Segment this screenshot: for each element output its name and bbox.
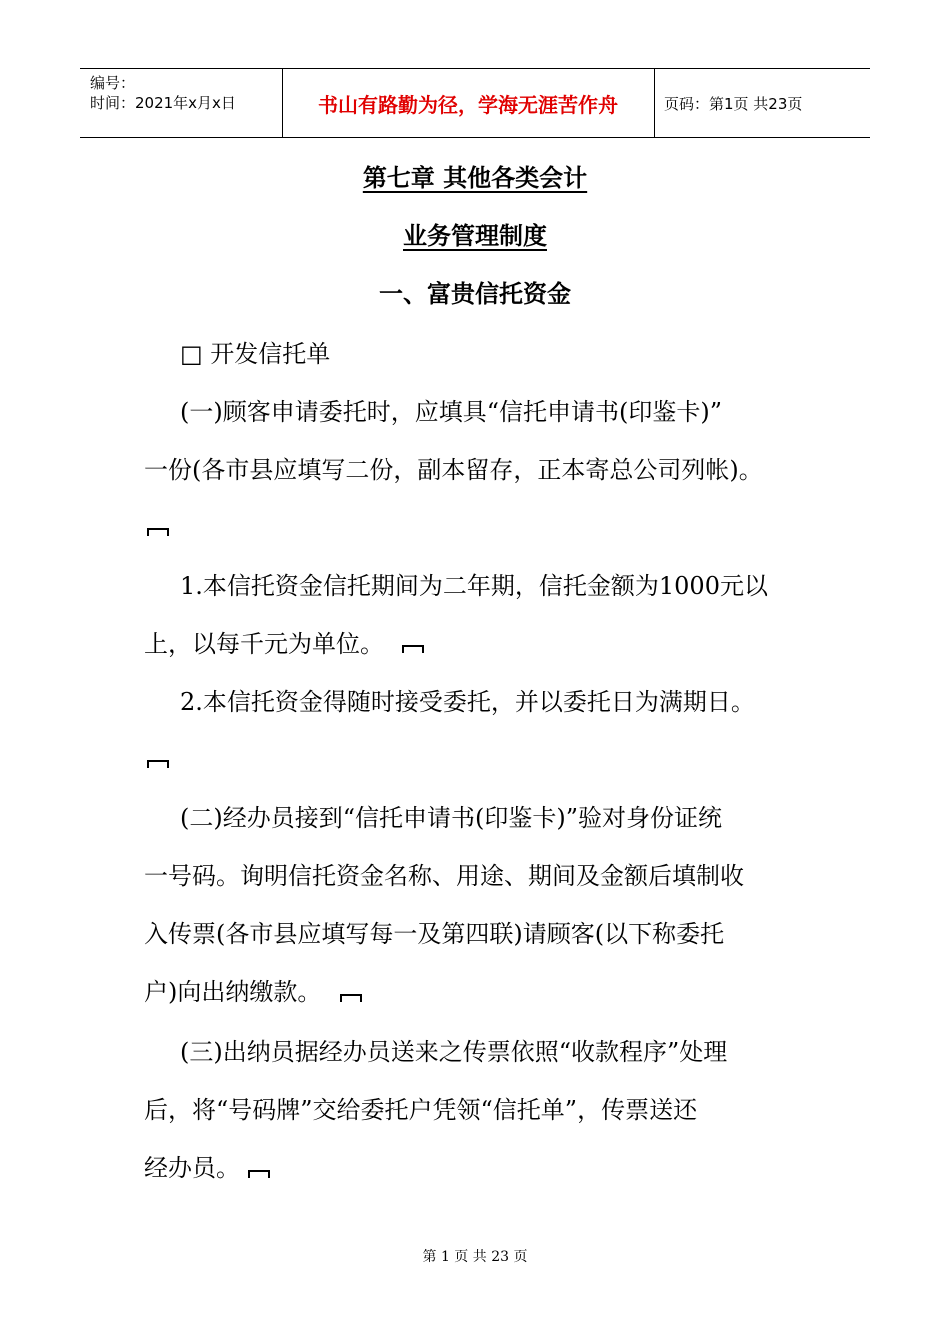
chapter-title: 第七章 其他各类会计 — [362, 164, 588, 192]
paragraph-line: 1.本信托资金信托期间为二年期，信托金额为1000元以 — [180, 572, 768, 600]
chapter-subtitle: 业务管理制度 — [403, 222, 547, 250]
paragraph-line: 户)向出纳缴款。 — [144, 978, 322, 1006]
document-header — [80, 68, 870, 138]
paragraph-line: 经办员。 — [144, 1154, 240, 1182]
page-footer: 第 1 页 共 23 页 — [422, 1249, 528, 1265]
paragraph-line: 2.本信托资金得随时接受委托，并以委托日为满期日。 — [180, 688, 755, 716]
paragraph-line: (三)出纳员据经办员送来之传票依照“收款程序”处理 — [180, 1038, 728, 1066]
paragraph-line: 一份(各市县应填写二份，副本留存，正本寄总公司列帐)。 — [144, 456, 763, 484]
header-divider-right — [654, 69, 655, 137]
number-label: 编号： — [90, 74, 136, 92]
break-mark-icon — [248, 1170, 270, 1178]
break-mark-icon — [147, 528, 169, 536]
time-label: 时间：2021年x月x日 — [90, 94, 236, 112]
paragraph-line: 入传票(各市县应填写每一及第四联)请顾客(以下称委托 — [144, 920, 725, 948]
break-mark-icon — [402, 645, 424, 653]
break-mark-icon — [340, 994, 362, 1002]
paragraph-line: (二)经办员接到“信托申请书(印鉴卡)”验对身份证统 — [180, 804, 722, 832]
paragraph-line: 一号码。询明信托资金名称、用途、期间及金额后填制收 — [144, 862, 744, 890]
paragraph-line: 后，将“号码牌”交给委托户凭领“信托单”，传票送还 — [144, 1096, 698, 1124]
section-heading: □ 开发信托单 — [180, 340, 331, 368]
section-title: 一、富贵信托资金 — [379, 280, 571, 308]
paragraph-line: (一)顾客申请委托时，应填具“信托申请书(印鉴卡)” — [180, 398, 722, 426]
header-motto: 书山有路勤为径，学海无涯苦作舟 — [318, 92, 618, 117]
paragraph-line: 上，以每千元为单位。 — [144, 630, 384, 658]
break-mark-icon — [147, 760, 169, 768]
header-meta — [90, 73, 236, 113]
header-page-info: 页码：第1页 共23页 — [664, 95, 803, 113]
